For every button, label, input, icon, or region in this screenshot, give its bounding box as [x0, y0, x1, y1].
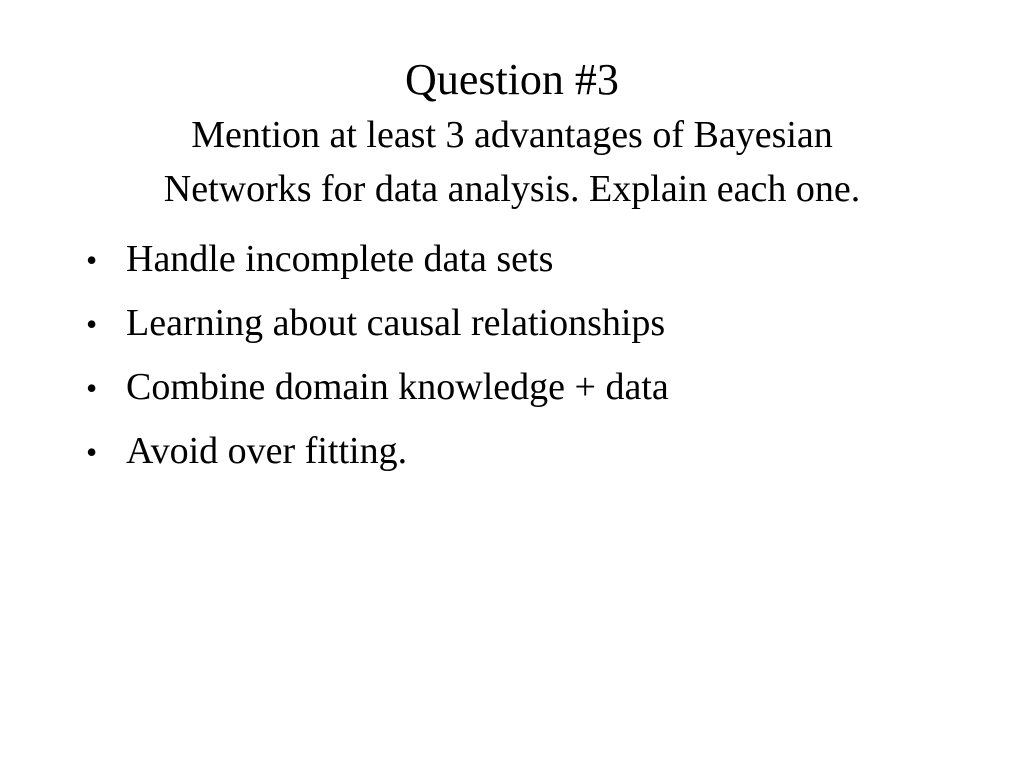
- bullet-text: Handle incomplete data sets: [126, 238, 554, 280]
- bullet-icon: •: [86, 242, 98, 278]
- bullet-item: [86, 356, 986, 420]
- title-block: [40, 52, 984, 216]
- slide-subtitle-line-1: Mention at least 3 advantages of Bayesian: [191, 114, 833, 156]
- bullet-list: [86, 228, 986, 484]
- bullet-icon: •: [86, 434, 98, 470]
- bullet-text: Combine domain knowledge + data: [126, 366, 669, 408]
- bullet-item: [86, 292, 986, 356]
- bullet-icon: •: [86, 370, 98, 406]
- bullet-item: [86, 420, 986, 484]
- bullet-icon: •: [86, 306, 98, 342]
- slide-subtitle-line-2: Networks for data analysis. Explain each one.: [163, 168, 861, 210]
- bullet-text: Avoid over fitting.: [126, 430, 408, 472]
- slide-title: Question #3: [405, 55, 619, 104]
- bullet-text: Learning about causal relationships: [126, 302, 666, 344]
- bullet-item: [86, 228, 986, 292]
